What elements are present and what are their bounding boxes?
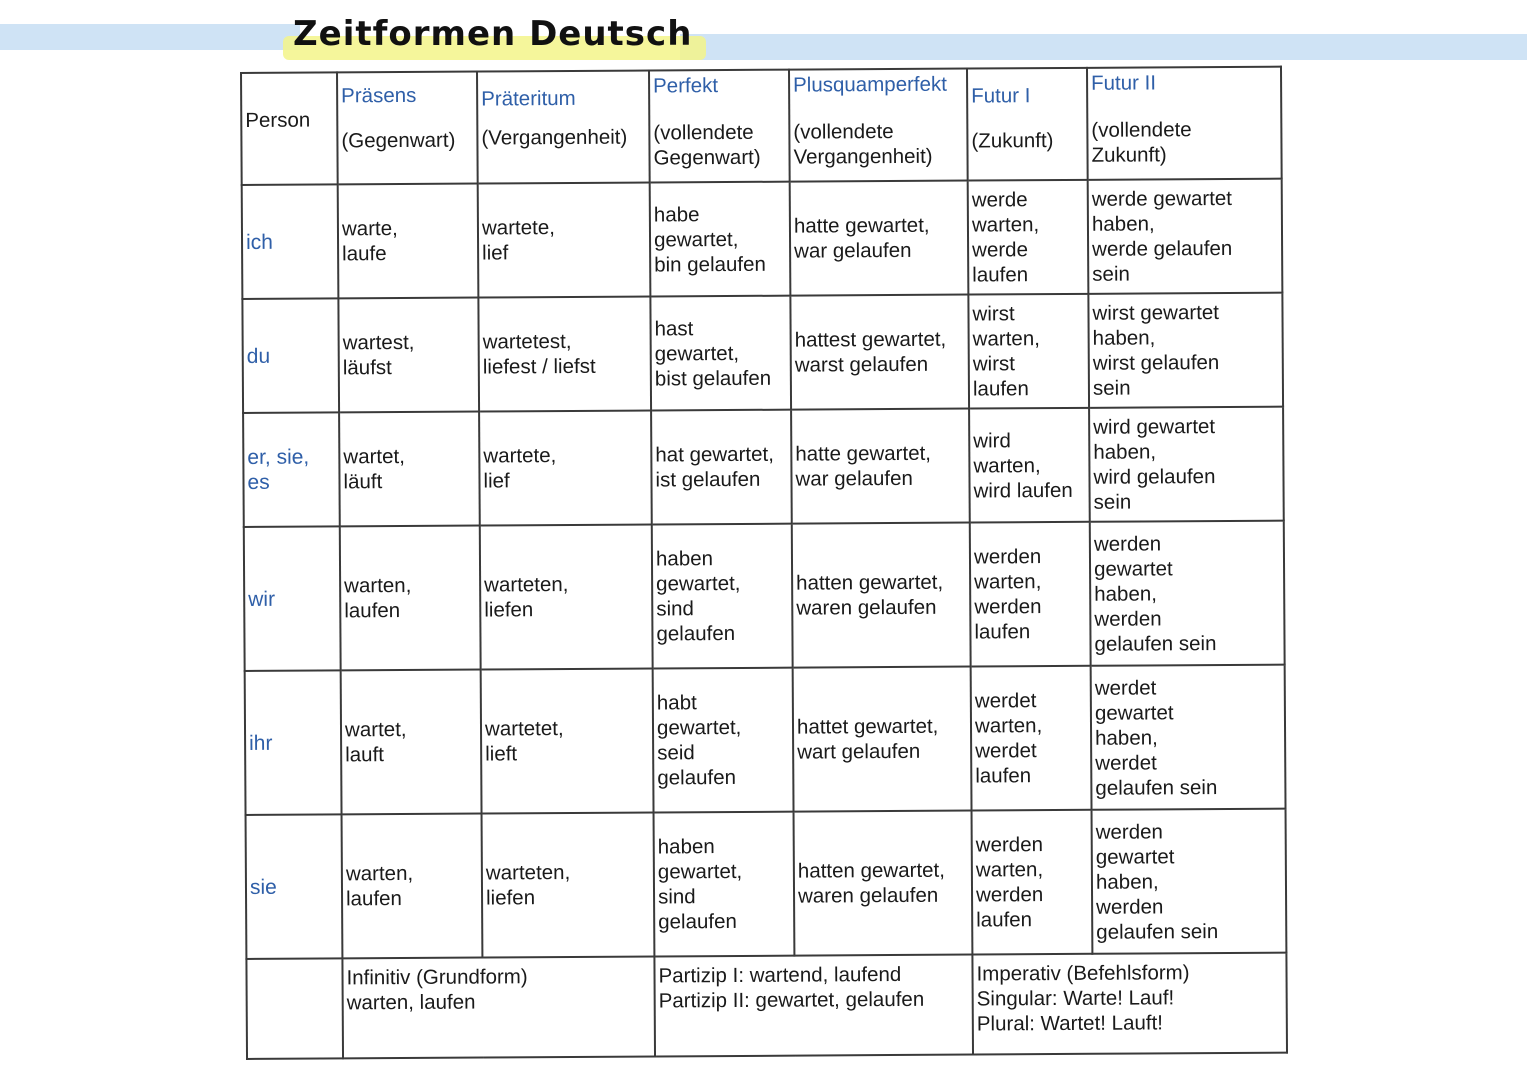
table-cell: haben gewartet, sind gelaufen: [652, 524, 793, 669]
tense-table: [240, 66, 1288, 1060]
table-cell: wird warten, wird laufen: [969, 408, 1090, 523]
table-cell: werde gewartet haben, werde gelaufen sein: [1088, 179, 1283, 294]
table-row: [246, 809, 1287, 959]
partizip-cell: Partizip I: wartend, laufend Partizip II: gewartet, gelaufen: [654, 955, 973, 1057]
tense-sub: (vollendete Gegenwart): [653, 120, 761, 170]
table-cell: wirst warten, wirst laufen: [968, 294, 1089, 409]
header-futur-1: [967, 68, 1088, 181]
decorative-band-left: [0, 24, 300, 50]
table-cell: wartetest, liefest / liefst: [478, 296, 651, 411]
tense-name: Präteritum: [481, 86, 576, 111]
footer-row: [246, 953, 1287, 1059]
table-cell: warte, laufe: [338, 184, 479, 299]
table-cell: haben gewartet, sind gelaufen: [654, 812, 795, 957]
table-cell: werden gewartet haben, werden gelaufen sein: [1092, 809, 1287, 954]
table-cell: warten, laufen: [340, 526, 481, 671]
decorative-band-right: [680, 34, 1527, 60]
table-cell: warteten, liefen: [482, 812, 655, 957]
tense-name: Futur I: [971, 84, 1031, 108]
table-cell: hast gewartet, bist gelaufen: [650, 296, 791, 411]
table-row: [242, 293, 1283, 413]
header-row: [241, 67, 1282, 185]
table-cell: wartetet, lieft: [481, 668, 654, 813]
title-block: [283, 10, 706, 60]
table-cell: warten, laufen: [342, 814, 483, 959]
table-cell: hatten gewartet, waren gelaufen: [794, 811, 973, 956]
header-praeteritum: [477, 71, 650, 184]
table-row: [245, 665, 1286, 815]
tense-name: Plusquamperfekt: [793, 72, 948, 97]
table-cell: werden warten, werden laufen: [970, 522, 1091, 667]
tense-sub: (Vergangenheit): [481, 125, 628, 150]
table-cell: wartete, lief: [478, 182, 651, 297]
table-cell: hatte gewartet, war gelaufen: [791, 409, 970, 524]
header-plusquamperfekt: [789, 69, 968, 182]
table-cell: warteten, liefen: [480, 524, 653, 669]
tense-name: Präsens: [341, 83, 417, 108]
table-cell: wartest, läufst: [338, 298, 479, 413]
table-cell: werden gewartet haben, werden gelaufen sein: [1090, 521, 1285, 666]
person-label: er, sie, es: [243, 412, 340, 527]
table-cell: wirst gewartet haben, wirst gelaufen sein: [1088, 293, 1283, 408]
table-cell: wartet, lauft: [341, 670, 482, 815]
person-label: wir: [244, 526, 341, 671]
imperativ-cell: Imperativ (Befehlsform) Singular: Warte! Lauf! Plural: Wartet! Lauft!: [972, 953, 1287, 1055]
table-cell: wartete, lief: [479, 410, 652, 525]
table-cell: habt gewartet, seid gelaufen: [653, 668, 794, 813]
tense-sub: (Zukunft): [971, 129, 1054, 153]
person-label: sie: [246, 814, 343, 959]
table-row: [242, 179, 1283, 299]
table-cell: hattest gewartet, warst gelaufen: [790, 295, 969, 410]
tense-sub: (Gegenwart): [341, 128, 456, 153]
table-cell: hatte gewartet, war gelaufen: [790, 181, 969, 296]
table-cell: wird gewartet haben, wird gelaufen sein: [1089, 407, 1284, 522]
header-futur-2: [1087, 67, 1282, 180]
table-cell: wartet, läuft: [339, 412, 480, 527]
table-cell: werdet warten, werdet laufen: [971, 666, 1092, 811]
table-cell: hat gewartet, ist gelaufen: [651, 410, 792, 525]
table-row: [243, 407, 1284, 527]
table-cell: werden warten, werden laufen: [972, 810, 1093, 955]
infinitiv-cell: Infinitiv (Grundform) warten, laufen: [342, 956, 655, 1058]
footer-empty-cell: [246, 958, 343, 1059]
header-praesens: [337, 72, 478, 185]
table-cell: werde warten, werde laufen: [968, 180, 1089, 295]
table-cell: hattet gewartet, wart gelaufen: [793, 667, 972, 812]
tense-name: Futur II: [1091, 71, 1157, 95]
page-title: Zeitformen Deutsch: [293, 14, 693, 54]
table-row: [244, 521, 1285, 671]
table-cell: hatten gewartet, waren gelaufen: [792, 523, 971, 668]
header-perfekt: [649, 70, 790, 183]
tense-sub: (vollendete Vergangenheit): [793, 120, 933, 169]
tense-table-wrapper: [240, 66, 1288, 1060]
person-label: ihr: [245, 670, 342, 815]
header-person: Person: [241, 72, 338, 185]
person-label: ich: [242, 184, 339, 299]
tense-sub: (vollendete Zukunft): [1091, 118, 1192, 167]
person-label: du: [242, 298, 339, 413]
table-cell: werdet gewartet haben, werdet gelaufen sein: [1091, 665, 1286, 810]
table-cell: habe gewartet, bin gelaufen: [650, 182, 791, 297]
tense-name: Perfekt: [653, 74, 719, 98]
